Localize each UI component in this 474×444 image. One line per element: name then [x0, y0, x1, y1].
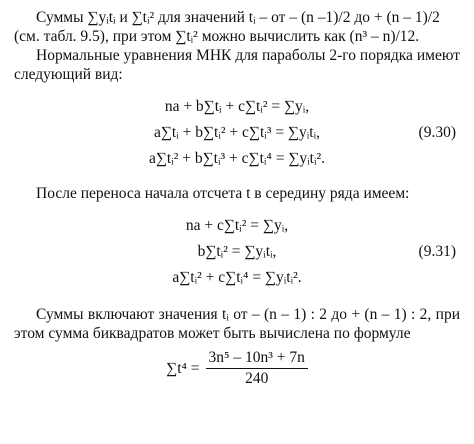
intro-line-2: (см. табл. 9.5), при этом ∑tᵢ² можно вычислить как (n³ – n)/12.: [14, 28, 420, 45]
formula-fraction: [206, 349, 308, 388]
formula-lhs: ∑t⁴ =: [166, 359, 200, 377]
section1-paragraph: Нормальные уравнения МНК для параболы 2-го порядка имеют следующий вид:: [14, 47, 460, 83]
equation-9-31-line-1: na + c∑tᵢ² = ∑yᵢ,: [185, 217, 289, 234]
equation-9-30-line-3: a∑tᵢ² + b∑tᵢ³ + c∑tᵢ⁴ = ∑yᵢtᵢ².: [148, 150, 326, 167]
equation-9-31-line-3: a∑tᵢ² + c∑tᵢ⁴ = ∑yᵢtᵢ².: [172, 269, 302, 286]
equation-9-31-line-2: b∑tᵢ² = ∑yᵢtᵢ,: [197, 243, 277, 260]
equation-number-9-31: (9.31): [418, 243, 456, 260]
section2-paragraph: После переноса начала отсчета t в середину ряда имеем:: [36, 185, 410, 202]
equation-system-9-30: [14, 94, 460, 172]
section3-paragraph: Суммы включают значения tᵢ от – (n – 1) : 2 до + (n – 1) : 2, при этом сумма биквадратов может быть вычислена по формуле: [14, 306, 460, 342]
equation-system-9-31: [14, 213, 460, 291]
formula-denominator: 240: [245, 370, 269, 387]
equation-number-9-30: (9.30): [418, 124, 456, 141]
biquadrate-sum-formula: [14, 349, 460, 388]
formula-numerator: 3n⁵ – 10n³ + 7n: [206, 349, 308, 369]
intro-line-1: Суммы ∑yᵢtᵢ и ∑tᵢ² для значений tᵢ – от – (n –1)/2 до + (n – 1)/2: [36, 9, 440, 26]
equation-9-30-line-2: a∑tᵢ + b∑tᵢ² + c∑tᵢ³ = ∑yᵢtᵢ,: [153, 124, 320, 141]
equation-9-30-line-1: na + b∑tᵢ + c∑tᵢ² = ∑yᵢ,: [164, 98, 310, 115]
